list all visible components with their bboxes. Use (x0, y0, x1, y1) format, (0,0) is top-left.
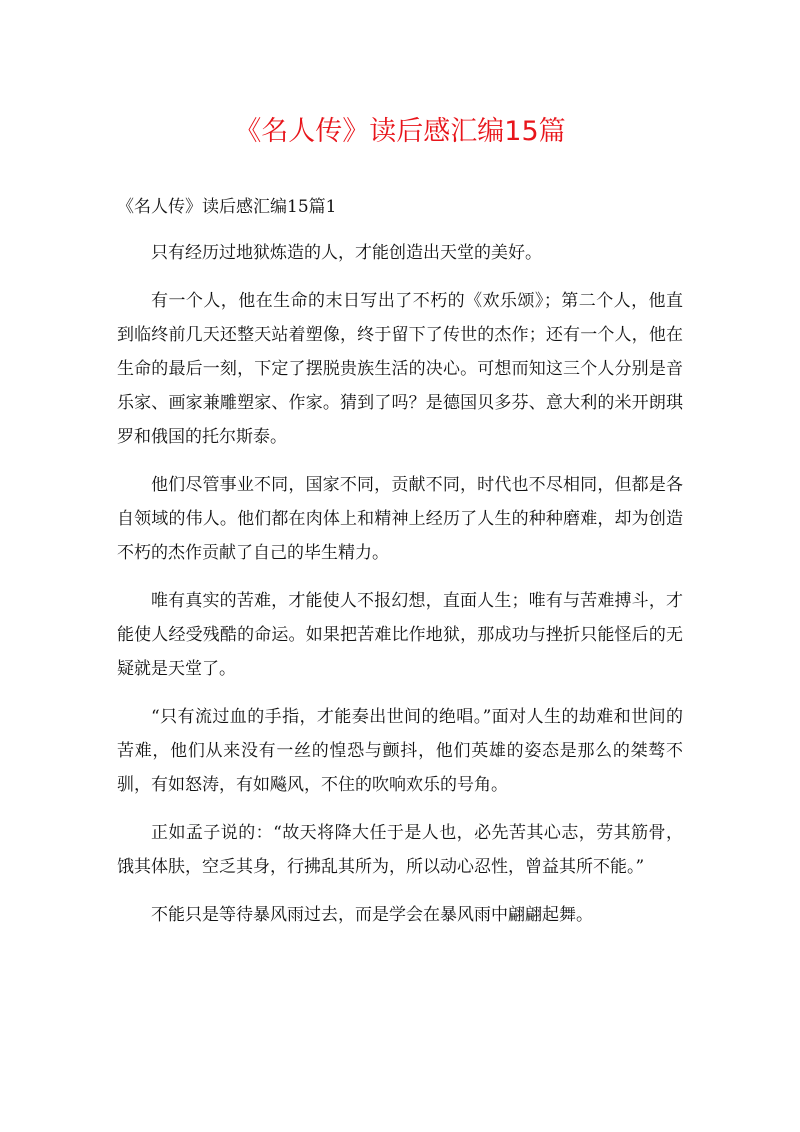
paragraph-2: 有一个人，他在生命的末日写出了不朽的《欢乐颂》；第二个人，他直到临终前几天还整天站着塑像，终于留下了传世的杰作；还有一个人，他在生命的最后一刻，下定了摆脱贵族生活的决心。可想而知这三个人分别是音乐家、画家兼雕塑家、作家。猜到了吗？是德国贝多芬、意大利的米开朗琪罗和俄国的托尔斯泰。 (117, 291, 683, 447)
paragraph-3: 他们尽管事业不同，国家不同，贡献不同，时代也不尽相同，但都是各自领域的伟人。他们都在肉体上和精神上经历了人生的种种磨难，却为创造不朽的杰作贡献了自己的毕生精力。 (117, 475, 683, 563)
section-heading: 《名人传》读后感汇编15篇1 (117, 197, 337, 217)
paragraph-7: 不能只是等待暴风雨过去，而是学会在暴风雨中翩翩起舞。 (151, 905, 593, 925)
paragraph-4: 唯有真实的苦难，才能使人不报幻想，直面人生；唯有与苦难搏斗，才能使人经受残酷的命运。如果把苦难比作地狱，那成功与挫折只能怪后的无疑就是天堂了。 (117, 591, 683, 679)
document-title: 《名人传》读后感汇编15篇 (234, 116, 566, 147)
paragraph-6: 正如孟子说的：“故天将降大任于是人也，必先苦其心志，劳其筋骨，饿其体肤，空乏其身，行拂乱其所为，所以动心忍性，曾益其所不能。” (117, 823, 683, 877)
paragraph-5: “只有流过血的手指，才能奏出世间的绝唱。”面对人生的劫难和世间的苦难，他们从来没有一丝的惶恐与颤抖，他们英雄的姿态是那么的桀骜不驯，有如怒涛，有如飚风，不住的吹响欢乐的号角。 (117, 707, 683, 795)
paragraph-1: 只有经历过地狱炼造的人，才能创造出天堂的美好。 (151, 243, 542, 263)
